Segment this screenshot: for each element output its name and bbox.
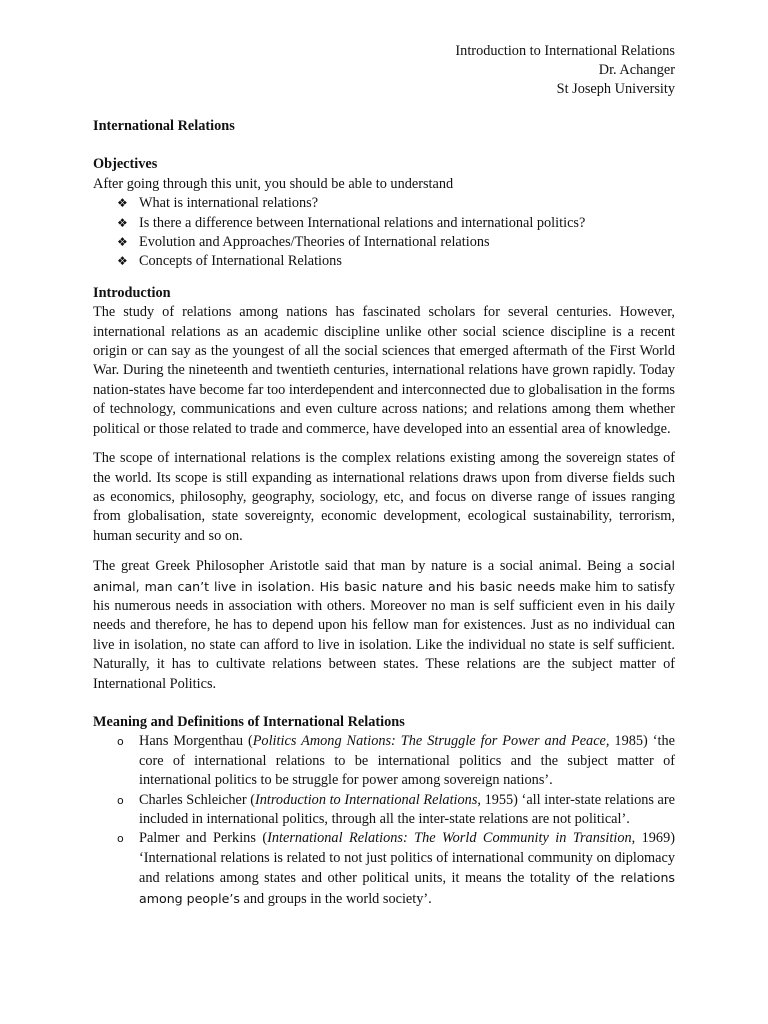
definition-work: Introduction to International Relations <box>255 791 478 808</box>
paragraph-fragment: make him to satisfy his numerous needs in association with others. Moreover no man is self sufficient even in his daily needs and therefore, he has to depend upon his fellow man for existences. Just as no individual can live in isolation, no state can afford to live in isolation. Like the individual no state is self sufficient. Naturally, it has to cultivate relations between states. These relations are the subject matter of International Politics. <box>93 578 675 692</box>
definition-quote: and groups in the world society’. <box>239 890 432 907</box>
objective-text: Is there a difference between International relations and international politics? <box>139 214 586 231</box>
document-title: International Relations <box>93 118 235 134</box>
paragraph-fragment: The great Greek Philosopher Aristotle said that man by nature is a social animal. Being a <box>93 558 640 575</box>
header-university: St Joseph University <box>556 81 675 97</box>
document-page <box>93 42 675 909</box>
objective-text: What is international relations? <box>139 195 319 212</box>
document-header <box>93 42 675 99</box>
list-item <box>93 791 675 830</box>
list-item <box>93 194 675 213</box>
list-item <box>93 214 675 233</box>
circle-bullet-icon: o <box>117 735 124 749</box>
introduction-paragraph-3 <box>93 556 675 694</box>
definition-work: Politics Among Nations: The Struggle for Power and Peace, <box>252 733 610 750</box>
meaning-heading: Meaning and Definitions of International Relations <box>93 713 405 730</box>
definition-work: International Relations: The World Community in Transition <box>267 830 632 847</box>
definition-text <box>139 829 675 909</box>
diamond-bullet-icon: ❖ <box>117 196 128 211</box>
introduction-paragraph-1: The study of relations among nations has fascinated scholars for several centuries. However, international relations as an academic discipline unlike other social science discipline is a recent origin or can say as the youngest of all the social sciences that emerged aftermath of the First World War. During the nineteenth and twentieth centuries, international relations have grown rapidly. Today nation-states have become far too interdependent and interconnected due to globalisation in the forms of technology, communications and even culture across nations; and relations among them whether political or those related to trade and commerce, have developed into an essential area of knowledge. <box>93 304 675 437</box>
introduction-paragraph-2: The scope of international relations is the complex relations existing among the sovereign states of the world. Its scope is still expanding as international relations draws upon from diverse fields such as economics, philosophy, geography, sociology, etc, and focus on diverse range of issues ranging from globalisation, state sovereignty, economic development, ecological sustainability, terrorism, human security and so on. <box>93 450 675 544</box>
list-item <box>93 732 675 790</box>
definition-text <box>139 732 675 790</box>
paragraph-fragment: social animal, man can’t live in isolation. His basic nature and his basic needs <box>93 558 675 594</box>
list-item <box>93 233 675 252</box>
definitions-list <box>93 732 675 909</box>
definition-author: Charles Schleicher ( <box>139 791 256 808</box>
definition-quote: , 1955) ‘all inter-state relations are included in international politics, through all the inter-state relations are not political’. <box>139 791 676 827</box>
header-author: Dr. Achanger <box>598 62 675 78</box>
definition-quote: , 1969) ‘International relations is related to not just politics of international community on diplomacy and relations among states and other political units, it means the totality <box>139 830 675 887</box>
introduction-heading: Introduction <box>93 284 171 301</box>
circle-bullet-icon: o <box>117 832 124 846</box>
definition-quote: of the relations among people’s <box>139 870 675 906</box>
diamond-bullet-icon: ❖ <box>117 235 128 250</box>
objective-text: Concepts of International Relations <box>139 253 342 270</box>
list-item <box>93 829 675 909</box>
diamond-bullet-icon: ❖ <box>117 254 128 269</box>
definition-author: Palmer and Perkins ( <box>139 830 268 847</box>
objectives-heading: Objectives <box>93 156 158 173</box>
list-item <box>93 252 675 271</box>
objective-text: Evolution and Approaches/Theories of International relations <box>139 234 490 251</box>
definition-text <box>139 791 675 830</box>
objectives-intro: After going through this unit, you should be able to understand <box>93 175 454 192</box>
header-course-title: Introduction to International Relations <box>455 43 675 59</box>
circle-bullet-icon: o <box>117 793 124 807</box>
diamond-bullet-icon: ❖ <box>117 215 128 230</box>
objectives-list <box>93 194 675 272</box>
definition-author: Hans Morgenthau ( <box>139 733 253 750</box>
definition-quote: 1985) ‘the core of international relations to be international politics and the subject matter of international politics to be struggle for power among sovereign nations’. <box>139 733 675 789</box>
